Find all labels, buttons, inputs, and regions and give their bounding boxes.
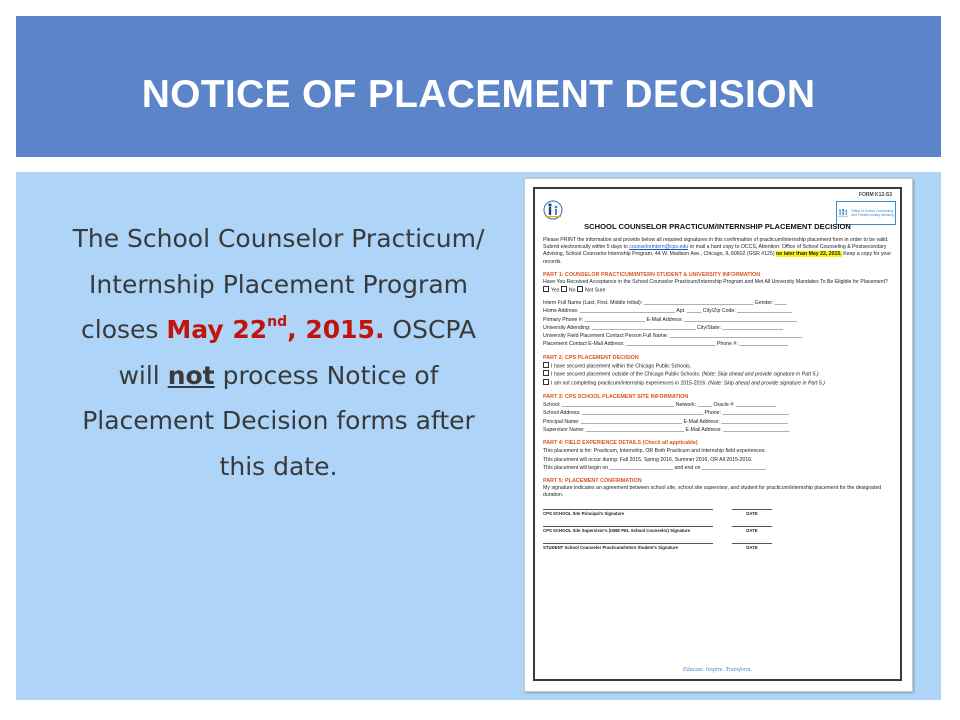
form-motto: Educate. Inspire. Transform. [683,667,752,673]
deadline-message [66,216,491,489]
decision-outside-label: I have secured placement outside of the Chicago Public Schools. [551,371,701,378]
form-number: FORM K12-S3 [858,192,892,198]
decision-not-completing-note: (Note: Skip ahead and provide signature in Part 5.) [708,380,825,387]
decision-within-label: I have secured placement within the Chicago Public Schools. [551,363,692,370]
primary-phone-field: Primary Phone #: _____________________ E-Mail Address: _______________________________________ [543,316,797,323]
form-instructions [543,237,892,266]
checkbox-yes[interactable] [543,286,549,292]
school-field: School: _______________________________________ Network: _____ Oracle #: ______________ [543,402,777,409]
decision-not-completing-label: I am not completing practicum/internship experiences in 2015-2016. [551,380,707,387]
students-icon [837,203,849,223]
instructions-text: Please PRINT the information and provide below all required signatures in this confirmation of practicum/internship placement form in order to be valid. Submit electronically within 5 days to [543,237,889,251]
form-thumbnail [524,178,913,692]
cps-logo-icon [543,199,563,221]
part4-heading: PART 4: FIELD EXPERIENCE DETAILS (Check all applicable) [543,440,698,447]
checkbox-no[interactable] [561,286,567,292]
deadline-date [166,315,384,344]
university-field: University Attending: ____________________________________ City/State: _____________________ [543,324,783,331]
home-address-field: Home Address: _________________________________ Apt. _____ City/Zip Code: ___________________ [543,308,792,315]
principal-field: Principal Name: ___________________________________ E-Mail Address: _______________________ [543,418,788,425]
deadline-date-suffix: nd [267,314,288,330]
intern-name-field: Intern Full Name (Last, First, Middle Initial): ______________________________________ Gender: ____ [543,299,787,306]
decision-option-within [543,362,892,371]
submission-email-link[interactable]: counselorintern@cps.edu [629,244,689,251]
part1-heading: PART 1: COUNSELOR PRACTICUM/INTERN STUDENT & UNIVERSITY INFORMATION [543,271,761,278]
principal-signature-line: CPS SCHOOL Site Principal's Signature [543,509,713,516]
content-panel [16,172,941,700]
highlighted-deadline: no later than May 22, 2015. [776,251,842,258]
deadline-date-main: May 22 [166,315,268,344]
oscpa-logo-text: Office of School Counseling and Postsecondary Advising [851,208,894,217]
option-yes-label: Yes [551,287,560,294]
message-closing: process Notice of Placement Decision forms after this date. [82,360,475,481]
principal-signature-row [543,509,892,516]
checkbox-not-sure[interactable] [577,286,583,292]
part5-heading: PART 5: PLACEMENT CONFIRMATION [543,478,642,485]
form-title: SCHOOL COUNSELOR PRACTICUM/INTERNSHIP PLACEMENT DECISION [584,222,851,231]
slide-title: NOTICE OF PLACEMENT DECISION [141,72,816,116]
keep-copy-text: Keep a copy for your records. [543,251,892,265]
supervisor-signature-row [543,526,892,533]
deadline-date-year: , 2015. [287,315,385,344]
supervisor-signature-line: CPS SCHOOL Site Supervisor's (ISBE PEL School Counselor) Signature [543,526,713,533]
placement-form [533,187,902,681]
confirmation-text: My signature indicates an agreement between school site, school site supervisor, and student for practicum/internship placement for the designated duration. [543,485,882,498]
checkbox-not-completing[interactable] [543,379,549,385]
option-no-label: No [568,287,576,294]
principal-signature-date: DATE [732,509,772,516]
option-not-sure-label: Not Sure [585,287,606,294]
decision-option-not-completing [543,379,892,388]
contact-email-field: Placement Contact E-Mail Address: _______________________________ Phone #: _________________ [543,341,789,348]
form-body [543,237,892,550]
placement-term-field: This placement will occur during: Fall 2015, Spring 2016, Summer 2016, OR All 2015-2016. [543,456,753,463]
signature-block [543,509,892,550]
student-signature-row [543,543,892,550]
checkbox-within-cps[interactable] [543,362,549,368]
student-signature-date: DATE [732,543,772,550]
mailing-address-text: or mail a hard copy to OCCS, Attention: Office of School Counseling & Postsecondary Advising, School Counselor Internship Program, 44 W. Madison Ave., Chicago, IL 60602 (GSR #125) [543,244,887,258]
part3-heading: PART 3: CPS SCHOOL PLACEMENT SITE INFORMATION [543,394,689,401]
supervisor-signature-date: DATE [732,526,772,533]
eligibility-question [543,279,892,294]
message-intro: The School Counselor Practicum/ Internship Placement Program closes [72,224,485,344]
title-banner [16,16,941,157]
negation-word: not [167,360,215,390]
placement-type-field: This placement is for: Practicum, Internship, OR Both Practicum and Internship field experiences. [543,448,766,455]
supervisor-field: Supervisor Name: __________________________________ E-Mail Address: _______________________ [543,426,790,433]
part2-heading: PART 2: CPS PLACEMENT DECISION [543,354,639,361]
university-contact-field: University Field Placement Contact Person Full Name: ______________________________________________ [543,333,803,340]
decision-option-outside [543,370,892,379]
school-address-field: School Address: __________________________________________ Phone: _______________________ [543,410,789,417]
checkbox-outside-cps[interactable] [543,370,549,376]
eligibility-question-text: Have You Received Acceptance in the School Counselor Practicum/Internship Program and Met All University Mandates To Be Eligible for Placement? [543,278,888,285]
decision-outside-note: (Note: Skip ahead and provide signature in Part 5.) [701,371,819,378]
message-agency: OSCPA will [118,315,476,390]
student-signature-line: STUDENT School Counselor Practicum/Intern Student's Signature [543,543,713,550]
placement-dates-field: This placement will begin on ______________________ and end on ______________________. [543,464,767,471]
